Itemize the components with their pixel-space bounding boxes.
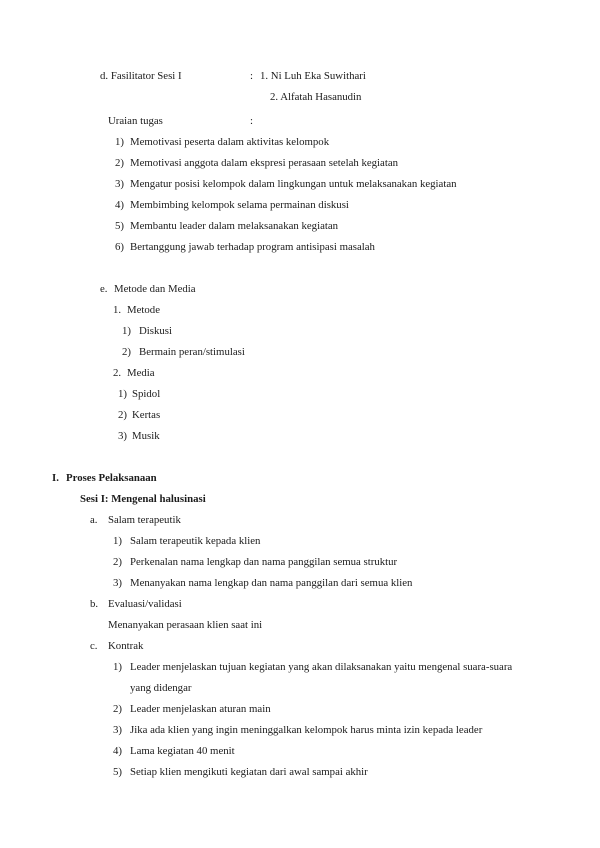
- uraian-tugas-row: [108, 111, 253, 132]
- media-group-marker: 2.: [113, 367, 122, 379]
- lettered-section-marker: c.: [90, 640, 98, 652]
- list-item-marker: 5): [113, 766, 122, 778]
- fasilitator-label-text: Fasilitator Sesi I: [110, 70, 182, 82]
- section-heading-text: Proses Pelaksanaan: [66, 472, 157, 484]
- list-item: [113, 741, 530, 762]
- list-item-text: Memotivasi peserta dalam aktivitas kelompok: [130, 136, 330, 148]
- list-item-text: Membantu leader dalam melaksanakan kegiatan: [130, 220, 339, 232]
- list-item-marker: 4): [113, 745, 122, 757]
- section-sub-heading: Sesi I: Mengenal halusinasi: [80, 493, 206, 505]
- list-item-text: Spidol: [132, 388, 161, 400]
- lettered-section-title: Evaluasi/validasi: [108, 598, 182, 610]
- list-item: [122, 342, 245, 363]
- list-item-marker: 2): [118, 409, 127, 421]
- lettered-section: [90, 636, 530, 657]
- list-item-text: Lama kegiatan 40 menit: [130, 745, 235, 757]
- list-item-text: Leader menjelaskan aturan main: [130, 703, 271, 715]
- list-item-text: Salam terapeutik kepada klien: [130, 535, 261, 547]
- lettered-section-title: Salam terapeutik: [108, 514, 181, 526]
- list-item-text: Leader menjelaskan tujuan kegiatan yang akan dilaksanakan yaitu mengenal suara-suara yang didengar: [130, 661, 513, 694]
- media-group-title-text: Media: [127, 367, 155, 379]
- fasilitator-label: [100, 66, 250, 87]
- list-item-marker: 1): [122, 325, 131, 337]
- list-item-marker: 1): [118, 388, 127, 400]
- section-heading: [52, 468, 206, 489]
- fasilitator-colon: :: [250, 70, 253, 82]
- metode-group-title-text: Metode: [127, 304, 160, 316]
- metode-media-marker: e.: [100, 283, 108, 295]
- lettered-section-marker: b.: [90, 598, 99, 610]
- list-item-marker: 2): [122, 346, 131, 358]
- fasilitator-value-1: 1. Ni Luh Eka Suwithari: [260, 70, 366, 82]
- list-item-text: Diskusi: [139, 325, 172, 337]
- list-item: [113, 699, 530, 720]
- list-item: [118, 426, 245, 447]
- lettered-section-marker: a.: [90, 514, 98, 526]
- list-item: [113, 552, 530, 573]
- list-item: [113, 720, 530, 741]
- list-item: [113, 762, 530, 783]
- metode-media-heading: [100, 279, 245, 300]
- list-item: [115, 216, 457, 237]
- list-item: [118, 384, 245, 405]
- metode-media-block: [100, 279, 245, 447]
- proses-sections-list: [90, 510, 530, 783]
- uraian-tugas-label: Uraian tugas: [108, 115, 163, 127]
- fasilitator-marker: d.: [100, 70, 109, 82]
- list-item-marker: 1): [115, 136, 124, 148]
- list-item-text: Perkenalan nama lengkap dan nama panggilan semua struktur: [130, 556, 398, 568]
- list-item-text: Mengatur posisi kelompok dalam lingkungan untuk melaksanakan kegiatan: [130, 178, 457, 190]
- lettered-section: [90, 594, 530, 615]
- list-item-text: Jika ada klien yang ingin meninggalkan kelompok harus minta izin kepada leader: [130, 724, 483, 736]
- list-item-marker: 1): [113, 661, 122, 673]
- uraian-tugas-list: [115, 132, 457, 258]
- list-item-marker: 3): [118, 430, 127, 442]
- list-item: [122, 321, 245, 342]
- list-item-text: Bermain peran/stimulasi: [139, 346, 245, 358]
- list-item: [113, 657, 530, 699]
- list-item-text: Musik: [132, 430, 160, 442]
- numbered-sublist: [113, 657, 530, 783]
- numbered-sublist: [113, 531, 530, 594]
- list-item: [113, 573, 530, 594]
- list-item-marker: 2): [113, 556, 122, 568]
- list-item-marker: 4): [115, 199, 124, 211]
- list-item-marker: 3): [115, 178, 124, 190]
- proses-pelaksanaan-block: [52, 468, 206, 510]
- list-item-marker: 3): [113, 577, 122, 589]
- list-item-text: Bertanggung jawab terhadap program antisipasi masalah: [130, 241, 375, 253]
- list-item-marker: 3): [113, 724, 122, 736]
- uraian-tugas-block: [108, 111, 253, 132]
- list-item: [118, 405, 245, 426]
- lettered-section-plain-text: Menanyakan perasaan klien saat ini: [108, 619, 263, 631]
- media-group-title: [113, 363, 245, 384]
- metode-group-title: [113, 300, 245, 321]
- list-item: [115, 174, 457, 195]
- fasilitator-row: [100, 66, 366, 87]
- list-item-marker: 2): [113, 703, 122, 715]
- lettered-section: [90, 510, 530, 531]
- list-item-marker: 5): [115, 220, 124, 232]
- uraian-tugas-colon: :: [250, 115, 253, 127]
- list-item: [115, 132, 457, 153]
- list-item: [115, 153, 457, 174]
- list-item-text: Membimbing kelompok selama permainan diskusi: [130, 199, 349, 211]
- section-marker: I.: [52, 472, 59, 484]
- list-item: [115, 237, 457, 258]
- list-item: [113, 531, 530, 552]
- list-item-text: Memotivasi anggota dalam ekspresi perasaan setelah kegiatan: [130, 157, 399, 169]
- list-item-marker: 1): [113, 535, 122, 547]
- fasilitator-value-2: 2. Alfatah Hasanudin: [270, 91, 362, 103]
- list-item-text: Menanyakan nama lengkap dan nama panggilan dari semua klien: [130, 577, 413, 589]
- list-item-text: Setiap klien mengikuti kegiatan dari awal sampai akhir: [130, 766, 368, 778]
- list-item: [115, 195, 457, 216]
- list-item-marker: 6): [115, 241, 124, 253]
- list-item-marker: 2): [115, 157, 124, 169]
- list-item-text: Kertas: [132, 409, 161, 421]
- fasilitator-row-secondary: [100, 87, 366, 108]
- fasilitator-block: [100, 66, 366, 108]
- metode-group-marker: 1.: [113, 304, 122, 316]
- metode-media-heading-text: Metode dan Media: [114, 283, 196, 295]
- lettered-section-title: Kontrak: [108, 640, 144, 652]
